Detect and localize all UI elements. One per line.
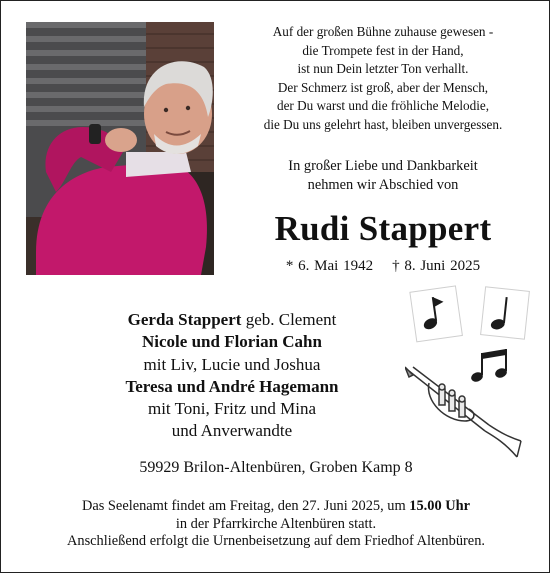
family-line [77,331,387,353]
service-time: 15.00 Uhr [409,498,471,514]
poem-line: der Du warst und die fröhliche Melodie, [276,98,490,114]
family-list [77,309,387,443]
service-info [11,498,541,551]
address: 59929 Brilon-Altenbüren, Groben Kamp 8 [139,459,413,476]
farewell-line: nehmen wir Abschied von [307,176,459,193]
service-line: Anschließend erfolgt die Urnenbeisetzung auf dem Friedhof Altenbüren. [66,533,485,549]
deceased-name: Rudi Stappert [274,209,492,248]
family-line: mit Liv, Lucie und Joshua [143,354,321,374]
family-couple: Nicole und Florian Cahn [142,332,322,352]
life-dates [233,258,533,275]
spouse-name: Gerda Stappert [127,310,242,329]
birth-date: * 6. Mai 1942 [285,258,374,274]
poem-line: Der Schmerz ist groß, aber der Mensch, [277,79,489,95]
poem-line: die Trompete fest in der Hand, [302,42,464,58]
poem-line: Auf der großen Bühne zuhause gewesen - [272,24,494,39]
poem [233,23,533,135]
poem-line: ist nun Dein letzter Ton verhallt. [297,61,469,77]
maiden-name: geb. Clement [241,310,337,329]
service-date-text: Das Seelenamt findet am Freitag, den 27. Juni 2025, um [81,498,410,514]
service-line: in der Pfarrkirche Altenbüren statt. [175,515,377,532]
family-line [77,309,387,331]
farewell-text [233,157,533,194]
trumpet-icon [405,361,523,466]
family-line [77,376,387,398]
family-couple: Teresa und André Hagemann [125,376,339,396]
farewell-line: In großer Liebe und Dankbarkeit [288,158,478,174]
portrait-photo [26,22,214,275]
family-line: und Anverwandte [171,421,293,441]
poem-line: die Du uns gelehrt hast, bleiben unvergessen. [263,116,503,132]
service-line [11,498,541,516]
death-date: † 8. Juni 2025 [392,258,481,274]
family-line: mit Toni, Fritz und Mina [147,399,317,419]
